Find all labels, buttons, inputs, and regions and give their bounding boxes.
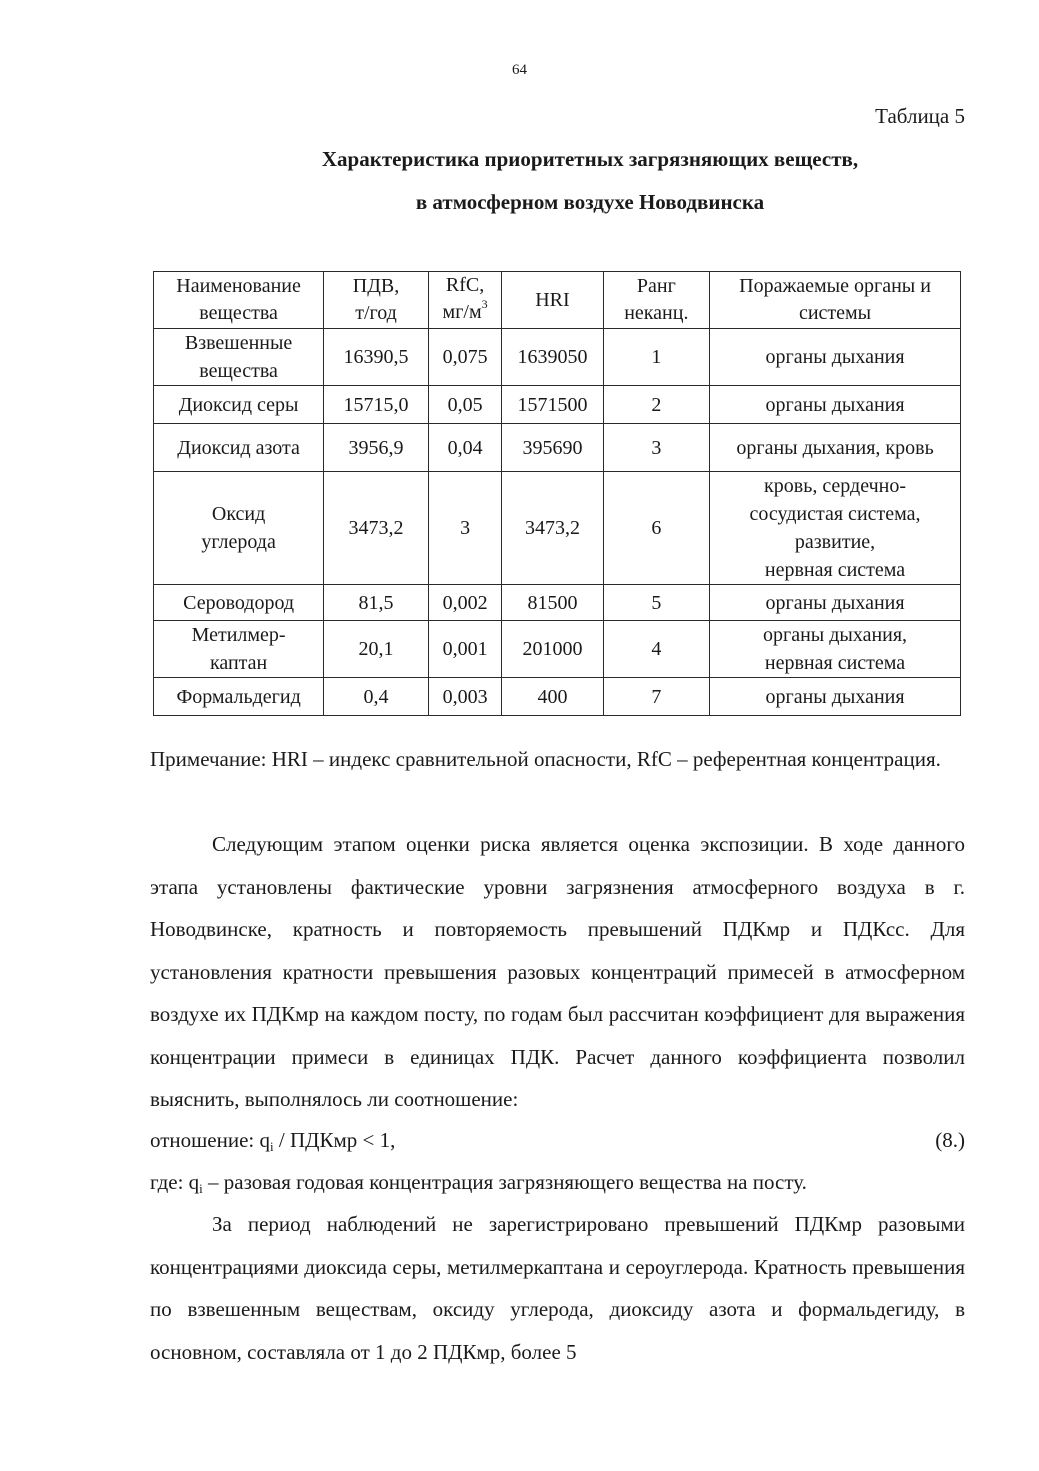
cell-pdv: 0,4	[324, 678, 429, 716]
cell-rfc: 0,001	[428, 621, 502, 678]
cell-organs: органы дыхания	[710, 678, 961, 716]
header-hri: HRI	[502, 272, 603, 329]
table-row	[154, 585, 961, 621]
cell-pdv: 16390,5	[324, 329, 429, 386]
cell-organs: органы дыхания, кровь	[710, 424, 961, 472]
table-title-line-2: в атмосферном воздухе Новодвинска	[415, 190, 765, 214]
cell-hri: 81500	[502, 585, 603, 621]
cell-rank: 3	[603, 424, 709, 472]
header-name: Наименование вещества	[154, 272, 324, 329]
cell-rank: 1	[603, 329, 709, 386]
cell-name: Взвешенные вещества	[154, 329, 324, 386]
cell-organs: органы дыхания	[710, 386, 961, 424]
formula-prefix: отношение: q	[150, 1128, 271, 1152]
cell-name: Диоксид серы	[154, 386, 324, 424]
body-paragraph-1: Следующим этапом оценки риска является оценка экспозиции. В ходе данного этапа установлены фактические уровни загрязнения атмосферного воздуха в г. Новодвинске, кратность и повторяемость превышений ПДКмр и ПДКсс. Для установления кратности превышения разовых концентраций примесей в атмосферном воздухе их ПДКмр на каждом посту, по годам был рассчитан коэффициент для выражения концентрации примеси в единицах ПДК. Расчет данного коэффициента позволил выяснить, выполнялось ли соотношение:	[150, 832, 965, 1111]
formula-rest: / ПДКмр < 1,	[273, 1128, 396, 1152]
table-header-row	[154, 272, 961, 329]
table-note: Примечание: HRI – индекс сравнительной опасности, RfC – референтная концентрация.	[150, 747, 941, 771]
header-pdv: ПДВ, т/год	[324, 272, 429, 329]
cell-organs: органы дыхания, нервная система	[710, 621, 961, 678]
cell-rfc: 0,05	[428, 386, 502, 424]
cell-pdv: 3956,9	[324, 424, 429, 472]
cell-rfc: 0,003	[428, 678, 502, 716]
table-title-line-1: Характеристика приоритетных загрязняющих веществ,	[321, 147, 859, 171]
formula-explanation: где: qi – разовая годовая концентрация загрязняющего вещества на посту.	[150, 1170, 807, 1196]
cell-pdv: 15715,0	[324, 386, 429, 424]
cell-organs: органы дыхания	[710, 329, 961, 386]
cell-rank: 5	[603, 585, 709, 621]
formula-subscript: i	[270, 1139, 274, 1154]
header-rank: Ранг неканц.	[603, 272, 709, 329]
cell-rank: 6	[603, 472, 709, 585]
cell-organs: органы дыхания	[710, 585, 961, 621]
body-paragraph-2: За период наблюдений не зарегистрировано превышений ПДКмр разовыми концентрациями диоксида серы, метилмеркаптана и сероуглерода. Кратность превышения по взвешенным веществам, оксиду углерода, диоксиду азота и формальдегиду, в основном, составляла от 1 до 2 ПДКмр, более 5	[150, 1212, 965, 1364]
cell-hri: 1571500	[502, 386, 603, 424]
table-row	[154, 678, 961, 716]
cell-rfc: 3	[428, 472, 502, 585]
header-rfc: RfC, $мг/м^3$	[428, 272, 502, 329]
header-organs: Поражаемые органы и системы	[710, 272, 961, 329]
cell-pdv: 20,1	[324, 621, 429, 678]
cell-hri: 3473,2	[502, 472, 603, 585]
table-row	[154, 386, 961, 424]
formula-line	[150, 1119, 965, 1164]
pollutants-table	[153, 271, 961, 716]
table-row	[154, 424, 961, 472]
cell-name: Оксид углерода	[154, 472, 324, 585]
cell-hri: 400	[502, 678, 603, 716]
cell-rfc: 0,04	[428, 424, 502, 472]
table-row	[154, 329, 961, 386]
table-row	[154, 472, 961, 585]
cell-pdv: 81,5	[324, 585, 429, 621]
formula-number: (8.)	[935, 1128, 965, 1152]
cell-name: Диоксид азота	[154, 424, 324, 472]
table-row	[154, 621, 961, 678]
cell-hri: 1639050	[502, 329, 603, 386]
cell-name: Формальдегид	[154, 678, 324, 716]
cell-rfc: 0,002	[428, 585, 502, 621]
cell-pdv: 3473,2	[324, 472, 429, 585]
cell-name: Метилмер- каптан	[154, 621, 324, 678]
cell-name: Сероводород	[154, 585, 324, 621]
cell-rank: 7	[603, 678, 709, 716]
cell-organs: кровь, сердечно- сосудистая система, развитие, нервная система	[710, 472, 961, 585]
table-caption: Таблица 5	[875, 104, 965, 128]
page-number: 64	[512, 62, 527, 78]
cell-rfc: 0,075	[428, 329, 502, 386]
cell-rank: 2	[603, 386, 709, 424]
cell-hri: 395690	[502, 424, 603, 472]
cell-hri: 201000	[502, 621, 603, 678]
cell-rank: 4	[603, 621, 709, 678]
